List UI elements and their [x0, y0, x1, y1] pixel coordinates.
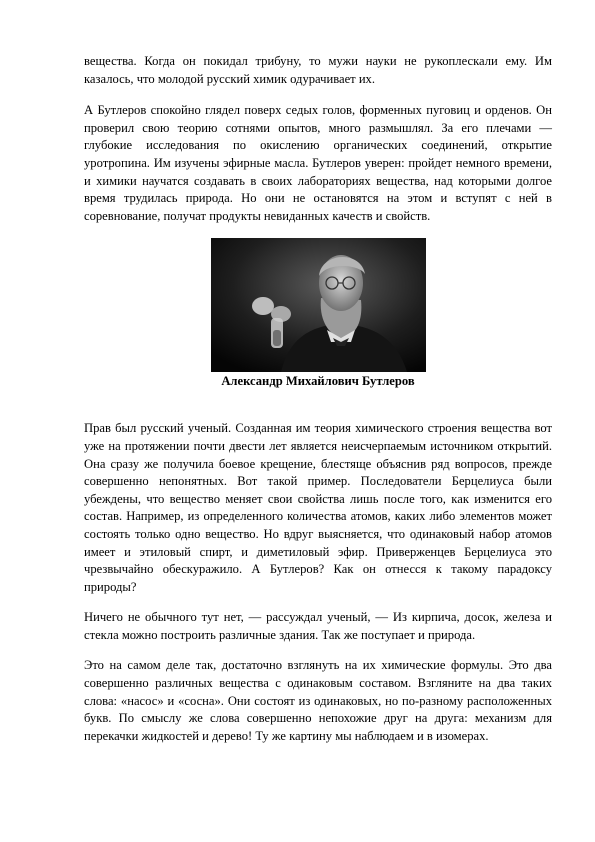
- paragraph-3: Прав был русский ученый. Созданная им теория химического строения вещества вот уже на протяжении почти двести лет является неисчерпаемым источником открытий. Она сразу же получила боевое крещение, блестяще объяснив ряд вопросов, прежде совершенно непонятных. Вот такой пример. Последователи Берцелиуса были убеждены, что вещество меняет свои свойства лишь после того, как изменится его состав. Например, из определенного количества атомов, каких либо элементов может состоять только одно вещество. Но вдруг выясняется, что одинаковый набор атомов имеет и этиловый спирт, и диметиловый эфир. Приверженцев Берцелиуса это чрезвычайно обескуражило. А Бутлеров? Как он отнесся к такому парадоксу природы?: [84, 421, 552, 594]
- portrait-photo: [211, 238, 426, 372]
- portrait-figure: [84, 238, 552, 390]
- paragraph-4: Ничего не обычного тут нет, — рассуждал ученый, — Из кирпича, досок, железа и стекла можно построить различные здания. Так же поступает и природа.: [84, 610, 552, 642]
- paragraph-5: Это на самом деле так, достаточно взглянуть на их химические формулы. Это два совершенно различных вещества с одинаковым составом. Взгляните на два таких слова: «насос» и «сосна». Они состоят из одинаковых, но по-разному расположенных букв. По смыслу же слова совершенно непохожие друг на друга: механизм для перекачки жидкостей и дерево! Ту же картину мы наблюдаем и в изомерах.: [84, 658, 552, 743]
- paragraph-1: вещества. Когда он покидал трибуну, то мужи науки не рукоплескали ему. Им казалось, что молодой русский химик одурачивает их.: [84, 54, 552, 86]
- figure-caption: Александр Михайлович Бутлеров: [221, 374, 415, 389]
- document-page: [84, 53, 552, 758]
- paragraph-2: А Бутлеров спокойно глядел поверх седых голов, форменных пуговиц и орденов. Он проверил свою теорию сотнями опытов, много размышлял. За его плечами — глубокие исследования по окислению органических соединений, открытие уротропина. Им изучены эфирные масла. Бутлеров уверен: пройдет немного времени, и химики научатся создавать в своих лабораториях вещества, над которыми долгое время трудилась природа. Но они не остановятся на этом и вступят с ней в соревнование, получат продукты невиданных качеств и свойств.: [84, 103, 552, 223]
